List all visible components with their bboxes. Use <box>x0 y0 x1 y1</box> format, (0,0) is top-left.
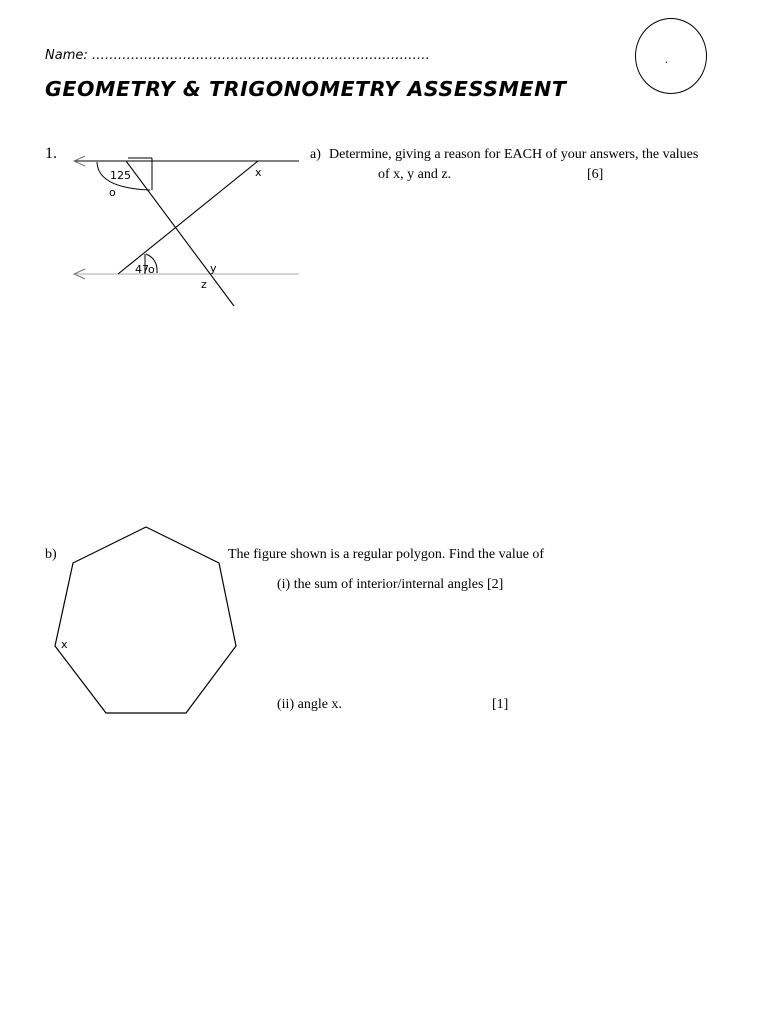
question-1a-label: a) <box>310 147 321 162</box>
heptagon-shape <box>55 527 236 713</box>
question-1a-text-line2: of x, y and z. <box>378 167 452 182</box>
question-1b-part-i: (i) the sum of interior/internal angles [2] <box>277 577 504 592</box>
angle-x-label: x <box>255 166 262 179</box>
question-1b-label: b) <box>45 547 57 562</box>
angle-47-degree: o <box>148 263 155 276</box>
angle-125-label: 125 <box>110 169 131 182</box>
question-1b-part-ii-marks: [1] <box>492 697 509 712</box>
score-circle <box>635 18 707 94</box>
heptagon-angle-x-label: x <box>61 638 68 651</box>
angle-z-label: z <box>201 278 207 291</box>
page-title: GEOMETRY & TRIGONOMETRY ASSESSMENT <box>45 77 567 101</box>
name-field-line: Name: …………………………………………………………………… <box>45 48 430 63</box>
question-1b-intro: The figure shown is a regular polygon. Find the value of <box>228 547 545 562</box>
question-1-number: 1. <box>45 145 57 162</box>
question-1a-text-line1: Determine, giving a reason for EACH of your answers, the values <box>329 147 699 162</box>
angle-y-label: y <box>210 262 217 275</box>
transversal-2 <box>126 161 234 306</box>
regular-heptagon-diagram <box>0 500 260 720</box>
parallel-lines-diagram <box>0 0 300 320</box>
question-1b-part-ii: (ii) angle x. <box>277 697 342 712</box>
question-1a-marks: [6] <box>587 167 604 182</box>
angle-47-label: 47 <box>135 263 149 276</box>
angle-125-degree: o <box>109 186 116 199</box>
score-circle-mark: . <box>665 52 668 66</box>
